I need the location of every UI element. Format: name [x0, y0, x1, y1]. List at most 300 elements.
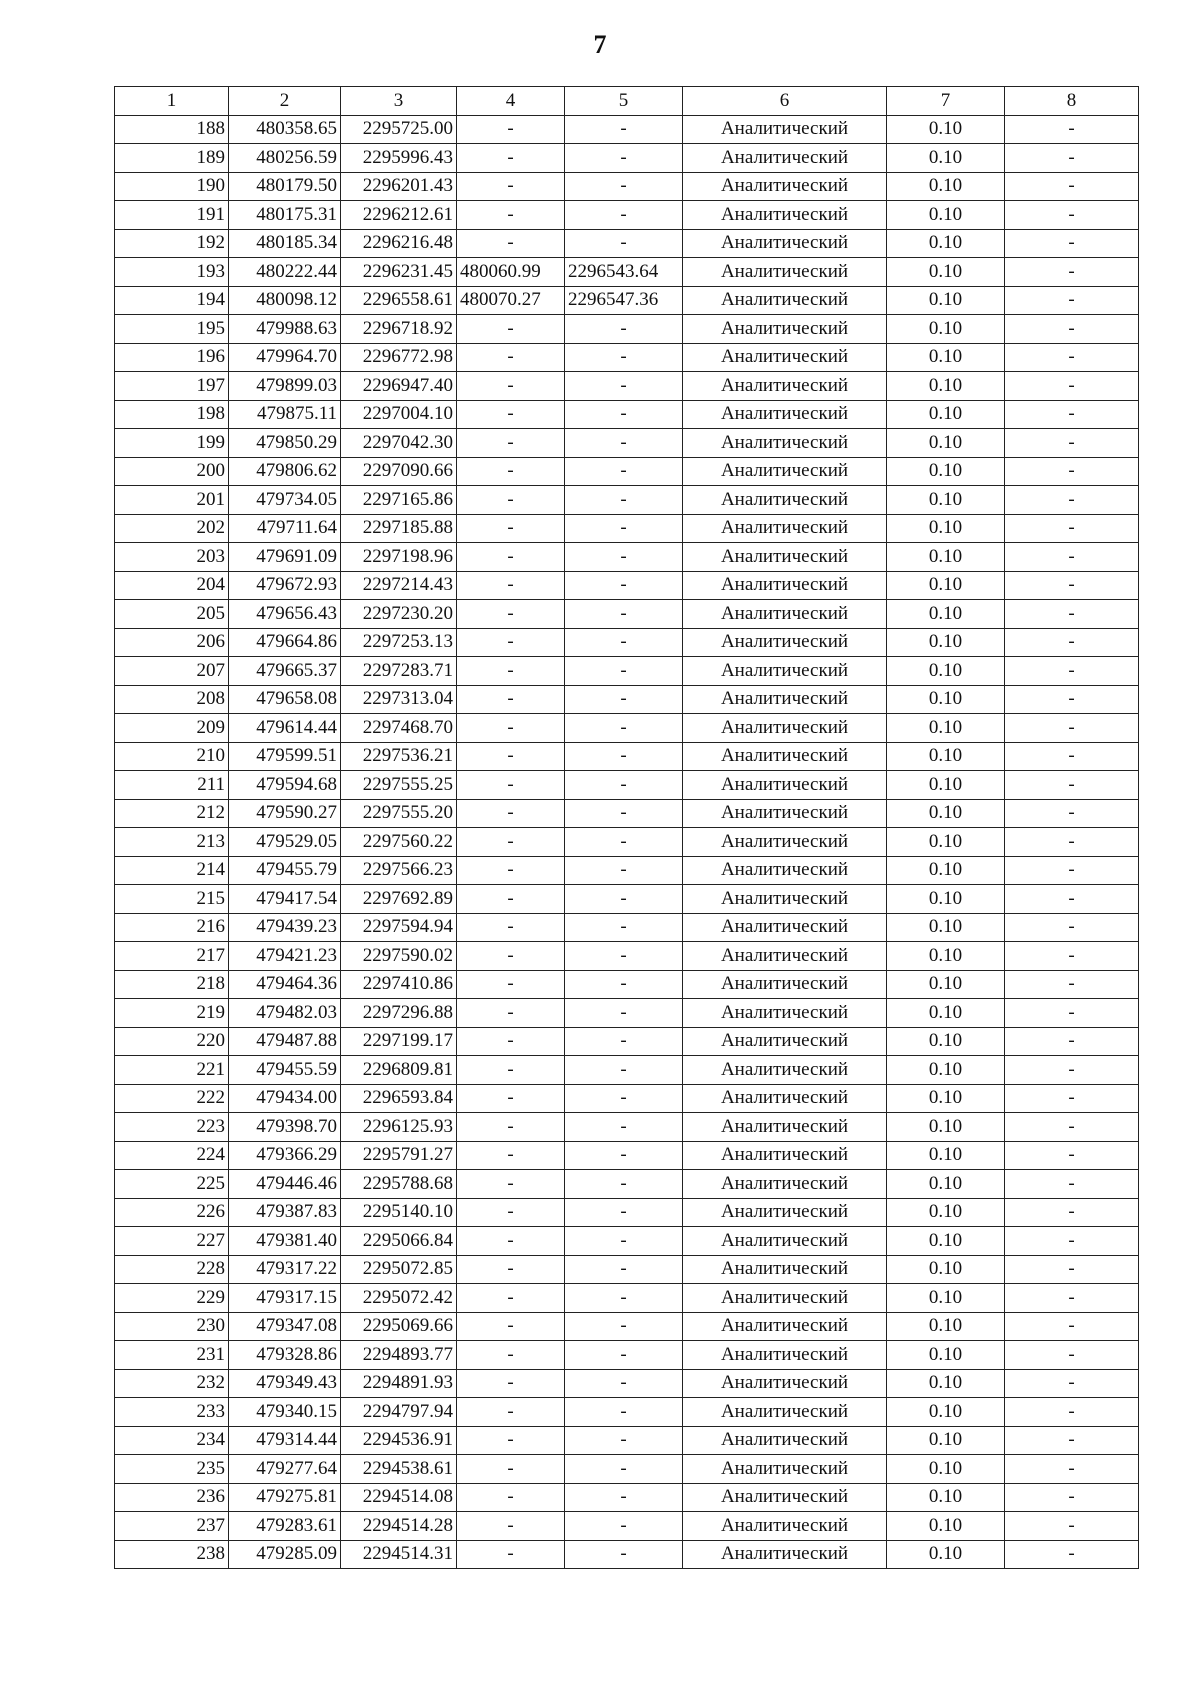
- table-cell-col-1: 210: [115, 742, 229, 771]
- table-cell-col-2: 480358.65: [229, 115, 341, 144]
- table-cell-col-3: 2295140.10: [341, 1198, 457, 1227]
- table-cell-col-3: 2296809.81: [341, 1056, 457, 1085]
- table-row: [115, 942, 1139, 971]
- table-cell-col-1: 228: [115, 1255, 229, 1284]
- table-cell-col-2: 479656.43: [229, 600, 341, 629]
- table-cell-col-7: 0.10: [887, 400, 1005, 429]
- table-cell-col-8: -: [1005, 286, 1139, 315]
- table-cell-col-7: 0.10: [887, 286, 1005, 315]
- table-cell-col-5: -: [565, 1426, 683, 1455]
- table-cell-col-5: -: [565, 657, 683, 686]
- table-cell-col-7: 0.10: [887, 201, 1005, 230]
- table-cell-col-1: 221: [115, 1056, 229, 1085]
- table-cell-col-5: -: [565, 201, 683, 230]
- table-cell-col-7: 0.10: [887, 229, 1005, 258]
- table-cell-col-1: 208: [115, 685, 229, 714]
- table-cell-col-4: -: [457, 514, 565, 543]
- table-cell-col-4: -: [457, 115, 565, 144]
- table-cell-col-6: Аналитический: [683, 1483, 887, 1512]
- table-cell-col-7: 0.10: [887, 543, 1005, 572]
- table-cell-col-6: Аналитический: [683, 970, 887, 999]
- table-cell-col-3: 2296593.84: [341, 1084, 457, 1113]
- table-cell-col-4: -: [457, 1398, 565, 1427]
- table-row: [115, 258, 1139, 287]
- table-cell-col-6: Аналитический: [683, 258, 887, 287]
- table-cell-col-6: Аналитический: [683, 856, 887, 885]
- table-cell-col-8: -: [1005, 1255, 1139, 1284]
- table-cell-col-5: -: [565, 771, 683, 800]
- column-header-5: 5: [565, 87, 683, 116]
- table-cell-col-6: Аналитический: [683, 286, 887, 315]
- table-cell-col-5: -: [565, 486, 683, 515]
- table-cell-col-8: -: [1005, 1227, 1139, 1256]
- table-cell-col-8: -: [1005, 315, 1139, 344]
- table-cell-col-3: 2297004.10: [341, 400, 457, 429]
- table-cell-col-1: 197: [115, 372, 229, 401]
- table-cell-col-7: 0.10: [887, 514, 1005, 543]
- table-cell-col-1: 215: [115, 885, 229, 914]
- table-cell-col-1: 214: [115, 856, 229, 885]
- table-cell-col-4: -: [457, 229, 565, 258]
- table-cell-col-3: 2297165.86: [341, 486, 457, 515]
- table-cell-col-5: -: [565, 315, 683, 344]
- table-cell-col-5: 2296543.64: [565, 258, 683, 287]
- table-cell-col-5: -: [565, 1398, 683, 1427]
- table-row: [115, 856, 1139, 885]
- table-cell-col-4: -: [457, 315, 565, 344]
- table-row: [115, 970, 1139, 999]
- table-cell-col-7: 0.10: [887, 1540, 1005, 1569]
- table-cell-col-3: 2294893.77: [341, 1341, 457, 1370]
- table-cell-col-7: 0.10: [887, 429, 1005, 458]
- table-cell-col-1: 237: [115, 1512, 229, 1541]
- table-cell-col-8: -: [1005, 1369, 1139, 1398]
- table-cell-col-5: -: [565, 514, 683, 543]
- table-cell-col-6: Аналитический: [683, 1312, 887, 1341]
- table-cell-col-8: -: [1005, 1455, 1139, 1484]
- table-cell-col-2: 479664.86: [229, 628, 341, 657]
- table-cell-col-6: Аналитический: [683, 1227, 887, 1256]
- table-cell-col-5: -: [565, 457, 683, 486]
- table-cell-col-2: 479672.93: [229, 571, 341, 600]
- table-cell-col-6: Аналитический: [683, 999, 887, 1028]
- table-cell-col-4: -: [457, 1027, 565, 1056]
- table-cell-col-8: -: [1005, 1398, 1139, 1427]
- table-cell-col-4: -: [457, 543, 565, 572]
- table-row: [115, 1056, 1139, 1085]
- table-row: [115, 1369, 1139, 1398]
- table-cell-col-5: -: [565, 144, 683, 173]
- table-cell-col-8: -: [1005, 457, 1139, 486]
- table-cell-col-1: 204: [115, 571, 229, 600]
- table-row: [115, 1312, 1139, 1341]
- table-cell-col-1: 230: [115, 1312, 229, 1341]
- table-cell-col-1: 199: [115, 429, 229, 458]
- table-row: [115, 1084, 1139, 1113]
- table-cell-col-5: -: [565, 1084, 683, 1113]
- table-cell-col-7: 0.10: [887, 942, 1005, 971]
- table-cell-col-6: Аналитический: [683, 201, 887, 230]
- column-header-1: 1: [115, 87, 229, 116]
- table-cell-col-6: Аналитический: [683, 600, 887, 629]
- table-row: [115, 828, 1139, 857]
- table-cell-col-4: -: [457, 457, 565, 486]
- table-body: [115, 115, 1139, 1569]
- table-cell-col-3: 2297199.17: [341, 1027, 457, 1056]
- table-cell-col-5: -: [565, 1455, 683, 1484]
- table-cell-col-6: Аналитический: [683, 942, 887, 971]
- table-cell-col-1: 227: [115, 1227, 229, 1256]
- table-cell-col-1: 220: [115, 1027, 229, 1056]
- table-row: [115, 600, 1139, 629]
- table-cell-col-2: 479711.64: [229, 514, 341, 543]
- table-cell-col-2: 479850.29: [229, 429, 341, 458]
- table-cell-col-1: 192: [115, 229, 229, 258]
- table-cell-col-8: -: [1005, 1141, 1139, 1170]
- table-cell-col-5: -: [565, 1056, 683, 1085]
- table-cell-col-2: 479455.59: [229, 1056, 341, 1085]
- table-cell-col-1: 203: [115, 543, 229, 572]
- table-cell-col-1: 238: [115, 1540, 229, 1569]
- table-cell-col-8: -: [1005, 172, 1139, 201]
- table-cell-col-4: -: [457, 1426, 565, 1455]
- table-cell-col-6: Аналитический: [683, 913, 887, 942]
- table-row: [115, 514, 1139, 543]
- table-cell-col-8: -: [1005, 600, 1139, 629]
- table-cell-col-6: Аналитический: [683, 315, 887, 344]
- table-cell-col-5: -: [565, 1483, 683, 1512]
- table-row: [115, 172, 1139, 201]
- table-cell-col-2: 479964.70: [229, 343, 341, 372]
- table-cell-col-5: -: [565, 970, 683, 999]
- table-cell-col-1: 217: [115, 942, 229, 971]
- table-cell-col-7: 0.10: [887, 799, 1005, 828]
- table-cell-col-3: 2296125.93: [341, 1113, 457, 1142]
- table-cell-col-2: 479482.03: [229, 999, 341, 1028]
- table-cell-col-4: -: [457, 970, 565, 999]
- table-cell-col-3: 2296718.92: [341, 315, 457, 344]
- table-cell-col-2: 479665.37: [229, 657, 341, 686]
- table-row: [115, 343, 1139, 372]
- table-cell-col-1: 231: [115, 1341, 229, 1370]
- column-header-8: 8: [1005, 87, 1139, 116]
- table-cell-col-1: 202: [115, 514, 229, 543]
- table-cell-col-6: Аналитический: [683, 1056, 887, 1085]
- table-cell-col-7: 0.10: [887, 1512, 1005, 1541]
- table-cell-col-5: -: [565, 400, 683, 429]
- table-cell-col-2: 479487.88: [229, 1027, 341, 1056]
- table-row: [115, 714, 1139, 743]
- table-cell-col-8: -: [1005, 742, 1139, 771]
- table-cell-col-3: 2294514.31: [341, 1540, 457, 1569]
- table-cell-col-6: Аналитический: [683, 1141, 887, 1170]
- table-cell-col-7: 0.10: [887, 999, 1005, 1028]
- table-cell-col-8: -: [1005, 1483, 1139, 1512]
- table-cell-col-6: Аналитический: [683, 229, 887, 258]
- table-cell-col-8: -: [1005, 1312, 1139, 1341]
- table-cell-col-8: -: [1005, 1113, 1139, 1142]
- table-cell-col-2: 479381.40: [229, 1227, 341, 1256]
- table-cell-col-7: 0.10: [887, 1341, 1005, 1370]
- table-cell-col-7: 0.10: [887, 172, 1005, 201]
- table-cell-col-3: 2295725.00: [341, 115, 457, 144]
- table-cell-col-5: -: [565, 685, 683, 714]
- table-cell-col-8: -: [1005, 514, 1139, 543]
- table-cell-col-2: 479275.81: [229, 1483, 341, 1512]
- table-cell-col-7: 0.10: [887, 685, 1005, 714]
- table-cell-col-6: Аналитический: [683, 372, 887, 401]
- table-cell-col-5: -: [565, 1369, 683, 1398]
- table-cell-col-8: -: [1005, 115, 1139, 144]
- table-cell-col-8: -: [1005, 1512, 1139, 1541]
- table-cell-col-2: 479328.86: [229, 1341, 341, 1370]
- table-cell-col-3: 2294514.28: [341, 1512, 457, 1541]
- table-cell-col-7: 0.10: [887, 1141, 1005, 1170]
- table-cell-col-3: 2297590.02: [341, 942, 457, 971]
- table-cell-col-6: Аналитический: [683, 657, 887, 686]
- table-row: [115, 657, 1139, 686]
- table-cell-col-4: -: [457, 1170, 565, 1199]
- table-row: [115, 400, 1139, 429]
- table-cell-col-7: 0.10: [887, 1369, 1005, 1398]
- table-row: [115, 315, 1139, 344]
- table-row: [115, 1455, 1139, 1484]
- table-cell-col-6: Аналитический: [683, 543, 887, 572]
- table-cell-col-3: 2294797.94: [341, 1398, 457, 1427]
- table-cell-col-5: -: [565, 1027, 683, 1056]
- table-row: [115, 913, 1139, 942]
- table-cell-col-8: -: [1005, 1084, 1139, 1113]
- table-cell-col-3: 2297536.21: [341, 742, 457, 771]
- table-cell-col-5: -: [565, 229, 683, 258]
- table-cell-col-7: 0.10: [887, 144, 1005, 173]
- table-cell-col-3: 2296558.61: [341, 286, 457, 315]
- table-cell-col-1: 224: [115, 1141, 229, 1170]
- table-row: [115, 201, 1139, 230]
- table-cell-col-7: 0.10: [887, 828, 1005, 857]
- table-cell-col-5: -: [565, 172, 683, 201]
- table-cell-col-4: -: [457, 201, 565, 230]
- table-cell-col-3: 2297214.43: [341, 571, 457, 600]
- table-row: [115, 742, 1139, 771]
- table-cell-col-4: -: [457, 799, 565, 828]
- table-cell-col-2: 479349.43: [229, 1369, 341, 1398]
- table-cell-col-7: 0.10: [887, 1255, 1005, 1284]
- table-row: [115, 1141, 1139, 1170]
- table-cell-col-7: 0.10: [887, 115, 1005, 144]
- table-cell-col-6: Аналитический: [683, 1084, 887, 1113]
- table-cell-col-7: 0.10: [887, 1198, 1005, 1227]
- table-cell-col-4: -: [457, 1341, 565, 1370]
- table-cell-col-7: 0.10: [887, 1483, 1005, 1512]
- table-cell-col-4: -: [457, 714, 565, 743]
- table-cell-col-6: Аналитический: [683, 429, 887, 458]
- table-cell-col-3: 2297566.23: [341, 856, 457, 885]
- table-cell-col-1: 211: [115, 771, 229, 800]
- table-cell-col-5: -: [565, 1312, 683, 1341]
- table-cell-col-2: 479439.23: [229, 913, 341, 942]
- table-cell-col-2: 479417.54: [229, 885, 341, 914]
- table-cell-col-4: -: [457, 942, 565, 971]
- table-cell-col-7: 0.10: [887, 1455, 1005, 1484]
- table-cell-col-3: 2297555.20: [341, 799, 457, 828]
- table-row: [115, 1227, 1139, 1256]
- table-cell-col-6: Аналитический: [683, 514, 887, 543]
- table-cell-col-1: 213: [115, 828, 229, 857]
- table-cell-col-4: -: [457, 429, 565, 458]
- table-cell-col-6: Аналитический: [683, 1170, 887, 1199]
- table-cell-col-4: -: [457, 657, 565, 686]
- table-row: [115, 1483, 1139, 1512]
- table-cell-col-2: 480185.34: [229, 229, 341, 258]
- table-cell-col-4: -: [457, 1512, 565, 1541]
- table-cell-col-8: -: [1005, 343, 1139, 372]
- table-cell-col-6: Аналитический: [683, 1113, 887, 1142]
- table-cell-col-8: -: [1005, 400, 1139, 429]
- table-cell-col-1: 189: [115, 144, 229, 173]
- table-cell-col-3: 2297692.89: [341, 885, 457, 914]
- table-cell-col-6: Аналитический: [683, 885, 887, 914]
- table-cell-col-4: -: [457, 742, 565, 771]
- table-cell-col-6: Аналитический: [683, 1369, 887, 1398]
- table-cell-col-5: -: [565, 999, 683, 1028]
- table-row: [115, 457, 1139, 486]
- table-cell-col-7: 0.10: [887, 1027, 1005, 1056]
- table-cell-col-6: Аналитический: [683, 1284, 887, 1313]
- table-cell-col-3: 2296772.98: [341, 343, 457, 372]
- table-cell-col-2: 479599.51: [229, 742, 341, 771]
- table-cell-col-3: 2297185.88: [341, 514, 457, 543]
- table-cell-col-6: Аналитический: [683, 742, 887, 771]
- table-cell-col-5: -: [565, 343, 683, 372]
- column-header-7: 7: [887, 87, 1005, 116]
- table-row: [115, 1284, 1139, 1313]
- table-cell-col-8: -: [1005, 771, 1139, 800]
- table-cell-col-6: Аналитический: [683, 571, 887, 600]
- table-cell-col-2: 479734.05: [229, 486, 341, 515]
- table-row: [115, 628, 1139, 657]
- table-cell-col-3: 2297283.71: [341, 657, 457, 686]
- table-cell-col-1: 206: [115, 628, 229, 657]
- table-cell-col-7: 0.10: [887, 372, 1005, 401]
- table-cell-col-8: -: [1005, 970, 1139, 999]
- table-cell-col-6: Аналитический: [683, 1426, 887, 1455]
- table-cell-col-8: -: [1005, 1341, 1139, 1370]
- table-cell-col-4: -: [457, 685, 565, 714]
- table-cell-col-4: -: [457, 1455, 565, 1484]
- table-cell-col-4: -: [457, 1084, 565, 1113]
- table-cell-col-8: -: [1005, 685, 1139, 714]
- table-cell-col-4: -: [457, 1312, 565, 1341]
- table-cell-col-7: 0.10: [887, 970, 1005, 999]
- table-cell-col-8: -: [1005, 657, 1139, 686]
- table-cell-col-1: 232: [115, 1369, 229, 1398]
- table-cell-col-6: Аналитический: [683, 486, 887, 515]
- table-cell-col-4: -: [457, 144, 565, 173]
- table-cell-col-4: -: [457, 486, 565, 515]
- table-cell-col-4: -: [457, 343, 565, 372]
- table-cell-col-3: 2296201.43: [341, 172, 457, 201]
- table-cell-col-2: 480179.50: [229, 172, 341, 201]
- table-cell-col-1: 233: [115, 1398, 229, 1427]
- table-row: [115, 486, 1139, 515]
- table-cell-col-4: -: [457, 1483, 565, 1512]
- table-row: [115, 685, 1139, 714]
- table-cell-col-7: 0.10: [887, 885, 1005, 914]
- table-cell-col-8: -: [1005, 1284, 1139, 1313]
- table-cell-col-5: -: [565, 1227, 683, 1256]
- table-cell-col-4: 480060.99: [457, 258, 565, 287]
- table-cell-col-2: 479277.64: [229, 1455, 341, 1484]
- table-cell-col-5: 2296547.36: [565, 286, 683, 315]
- table-cell-col-5: -: [565, 913, 683, 942]
- table-cell-col-2: 480098.12: [229, 286, 341, 315]
- table-row: [115, 1027, 1139, 1056]
- table-cell-col-5: -: [565, 429, 683, 458]
- table-cell-col-7: 0.10: [887, 913, 1005, 942]
- table-cell-col-7: 0.10: [887, 258, 1005, 287]
- table-cell-col-1: 235: [115, 1455, 229, 1484]
- table-cell-col-1: 195: [115, 315, 229, 344]
- table-row: [115, 885, 1139, 914]
- table-row: [115, 1540, 1139, 1569]
- table-cell-col-1: 201: [115, 486, 229, 515]
- table-row: [115, 1255, 1139, 1284]
- table-cell-col-6: Аналитический: [683, 799, 887, 828]
- table-row: [115, 771, 1139, 800]
- table-row: [115, 1113, 1139, 1142]
- table-cell-col-3: 2295788.68: [341, 1170, 457, 1199]
- table-cell-col-7: 0.10: [887, 628, 1005, 657]
- table-cell-col-7: 0.10: [887, 856, 1005, 885]
- table-cell-col-3: 2297090.66: [341, 457, 457, 486]
- table-cell-col-3: 2296231.45: [341, 258, 457, 287]
- table-cell-col-8: -: [1005, 571, 1139, 600]
- table-cell-col-1: 236: [115, 1483, 229, 1512]
- table-cell-col-6: Аналитический: [683, 771, 887, 800]
- table-cell-col-2: 480175.31: [229, 201, 341, 230]
- table-cell-col-5: -: [565, 1113, 683, 1142]
- table-row: [115, 999, 1139, 1028]
- table-cell-col-8: -: [1005, 999, 1139, 1028]
- table-cell-col-1: 212: [115, 799, 229, 828]
- table-cell-col-8: -: [1005, 543, 1139, 572]
- table-cell-col-4: -: [457, 828, 565, 857]
- table-cell-col-5: -: [565, 628, 683, 657]
- table-cell-col-3: 2296212.61: [341, 201, 457, 230]
- table-cell-col-8: -: [1005, 1198, 1139, 1227]
- table-cell-col-4: -: [457, 628, 565, 657]
- table-cell-col-4: -: [457, 1284, 565, 1313]
- table-row: [115, 799, 1139, 828]
- table-cell-col-2: 479806.62: [229, 457, 341, 486]
- table-cell-col-8: -: [1005, 628, 1139, 657]
- table-row: [115, 1198, 1139, 1227]
- table-cell-col-8: -: [1005, 201, 1139, 230]
- table-cell-col-2: 479446.46: [229, 1170, 341, 1199]
- table-cell-col-3: 2294514.08: [341, 1483, 457, 1512]
- table-cell-col-5: -: [565, 1255, 683, 1284]
- table-cell-col-2: 479421.23: [229, 942, 341, 971]
- table-cell-col-4: -: [457, 1198, 565, 1227]
- table-cell-col-7: 0.10: [887, 457, 1005, 486]
- table-cell-col-5: -: [565, 1512, 683, 1541]
- table-cell-col-2: 479317.15: [229, 1284, 341, 1313]
- table-cell-col-4: 480070.27: [457, 286, 565, 315]
- table-cell-col-2: 479691.09: [229, 543, 341, 572]
- table-cell-col-2: 479314.44: [229, 1426, 341, 1455]
- table-cell-col-6: Аналитический: [683, 685, 887, 714]
